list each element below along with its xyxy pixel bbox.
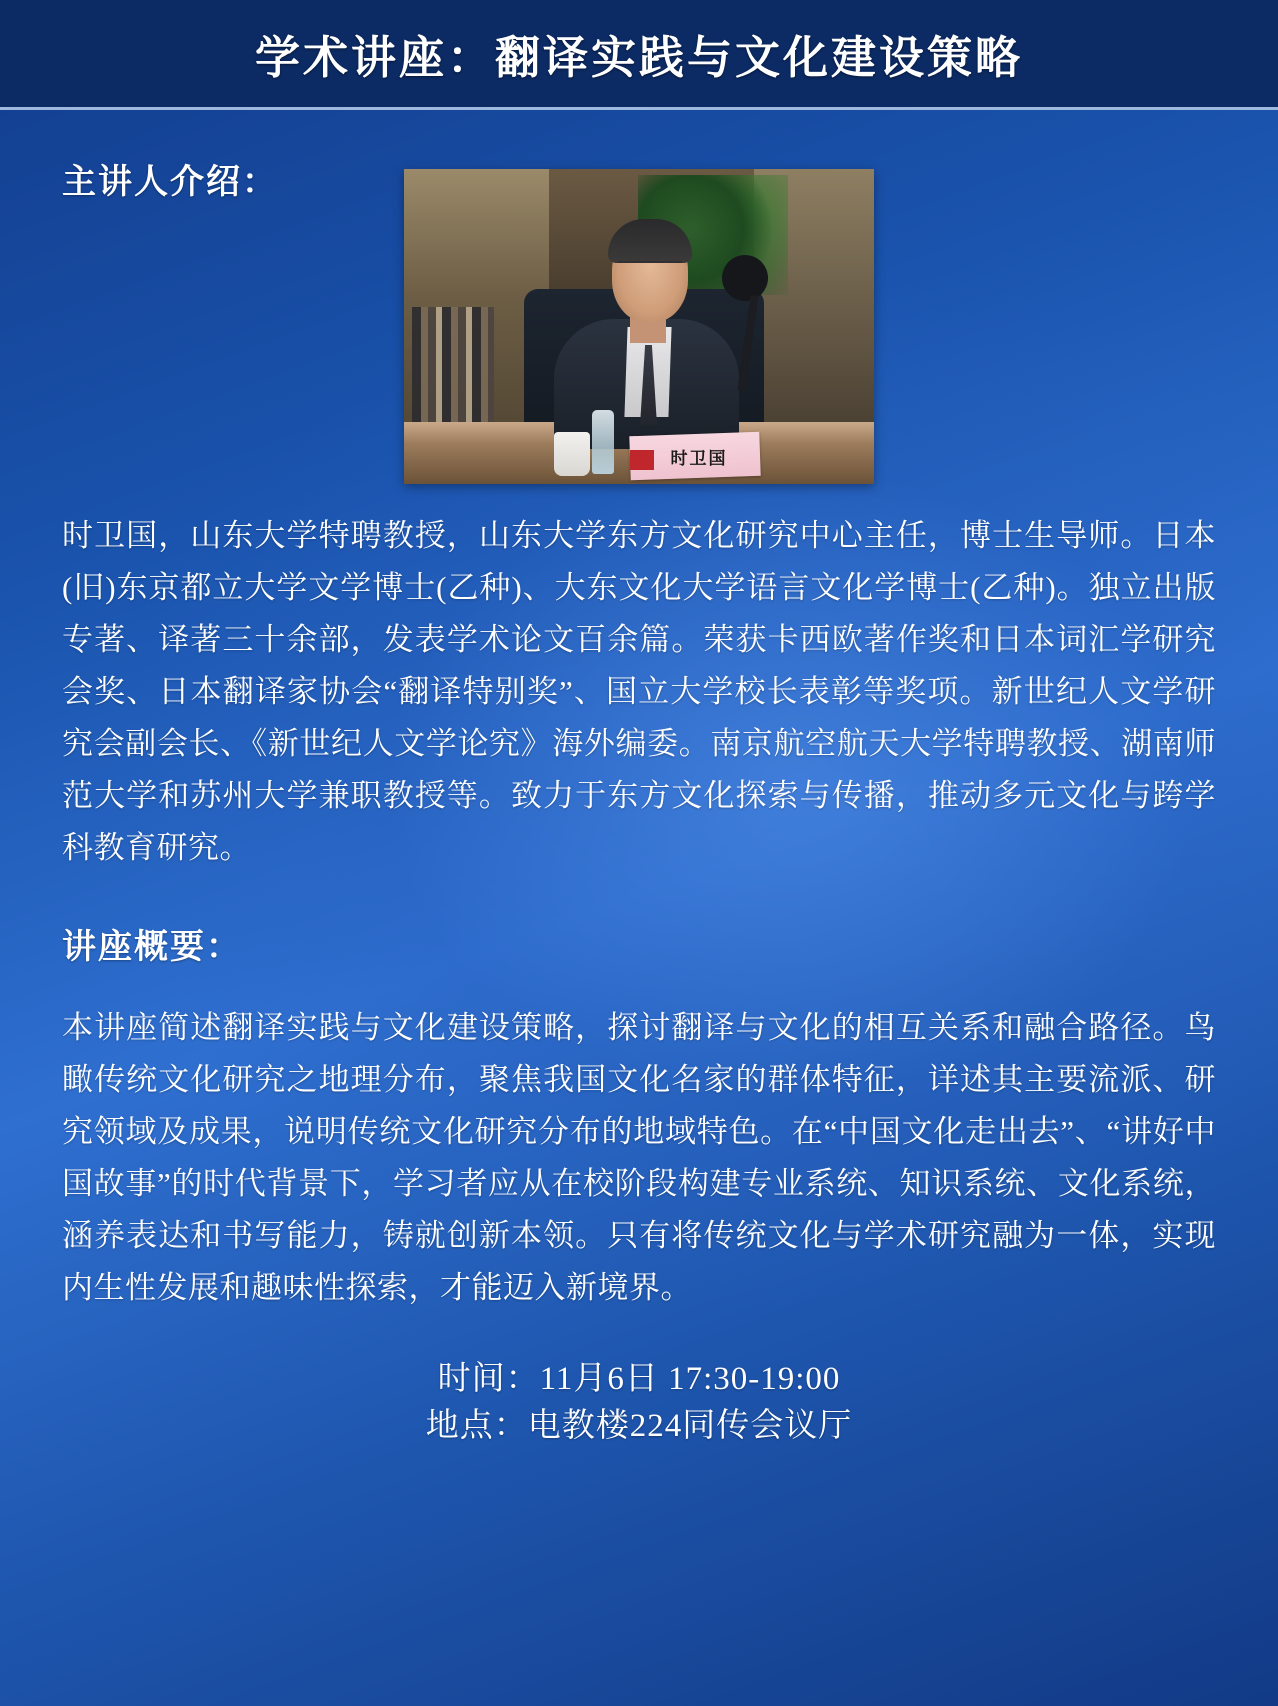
photo-cup [554,432,590,476]
speaker-photo [404,169,874,484]
page-title: 学术讲座：翻译实践与文化建设策略 [254,33,1023,83]
photo-microphone [722,255,768,301]
event-time: 时间：11月6日 17:30-19:00 [437,1361,841,1398]
poster-header [0,0,1278,110]
speaker-section-label: 主讲人介绍： [62,164,278,201]
lecture-summary: 本讲座简述翻译实践与文化建设策略，探讨翻译与文化的相互关系和融合路径。鸟瞰传统文化研究之地理分布，聚焦我国文化名家的群体特征，详述其主要流派、研究领域及成果，说明传统文化研究分布的地域特色。在“中国文化走出去”、“讲好中国故事”的时代背景下，学习者应从在校阶段构建专业系统、知识系统、文化系统，涵养表达和书写能力，铸就创新本领。只有将传统文化与学术研究融为一体，实现内生性发展和趣味性探索，才能迈入新境界。 [62,1009,1216,1305]
event-details [62,1356,1216,1450]
speaker-bio: 时卫国，山东大学特聘教授，山东大学东方文化研究中心主任，博士生导师。日本(旧)东京都立大学文学博士(乙种)、大东文化大学语言文化学博士(乙种)。独立出版专著、译著三十余部，发表学术论文百余篇。荣获卡西欧著作奖和日本词汇学研究会奖、日本翻译家协会“翻译特别奖”、国立大学校长表彰等奖项。新世纪人文学研究会副会长、《新世纪人文学论究》海外编委。南京航空航天大学特聘教授、湖南师范大学和苏州大学兼职教授等。致力于东方文化探索与传播，推动多元文化与跨学科教育研究。 [62,518,1216,866]
photo-water-bottle [592,410,614,474]
speaker-photo-wrap [404,169,874,484]
event-place: 地点：电教楼224同传会议厅 [425,1407,853,1444]
photo-nameplate: 时卫国 [670,449,728,468]
photo-person-glasses [618,261,682,276]
summary-section-label: 讲座概要： [62,928,242,966]
poster-body [0,154,1278,1450]
